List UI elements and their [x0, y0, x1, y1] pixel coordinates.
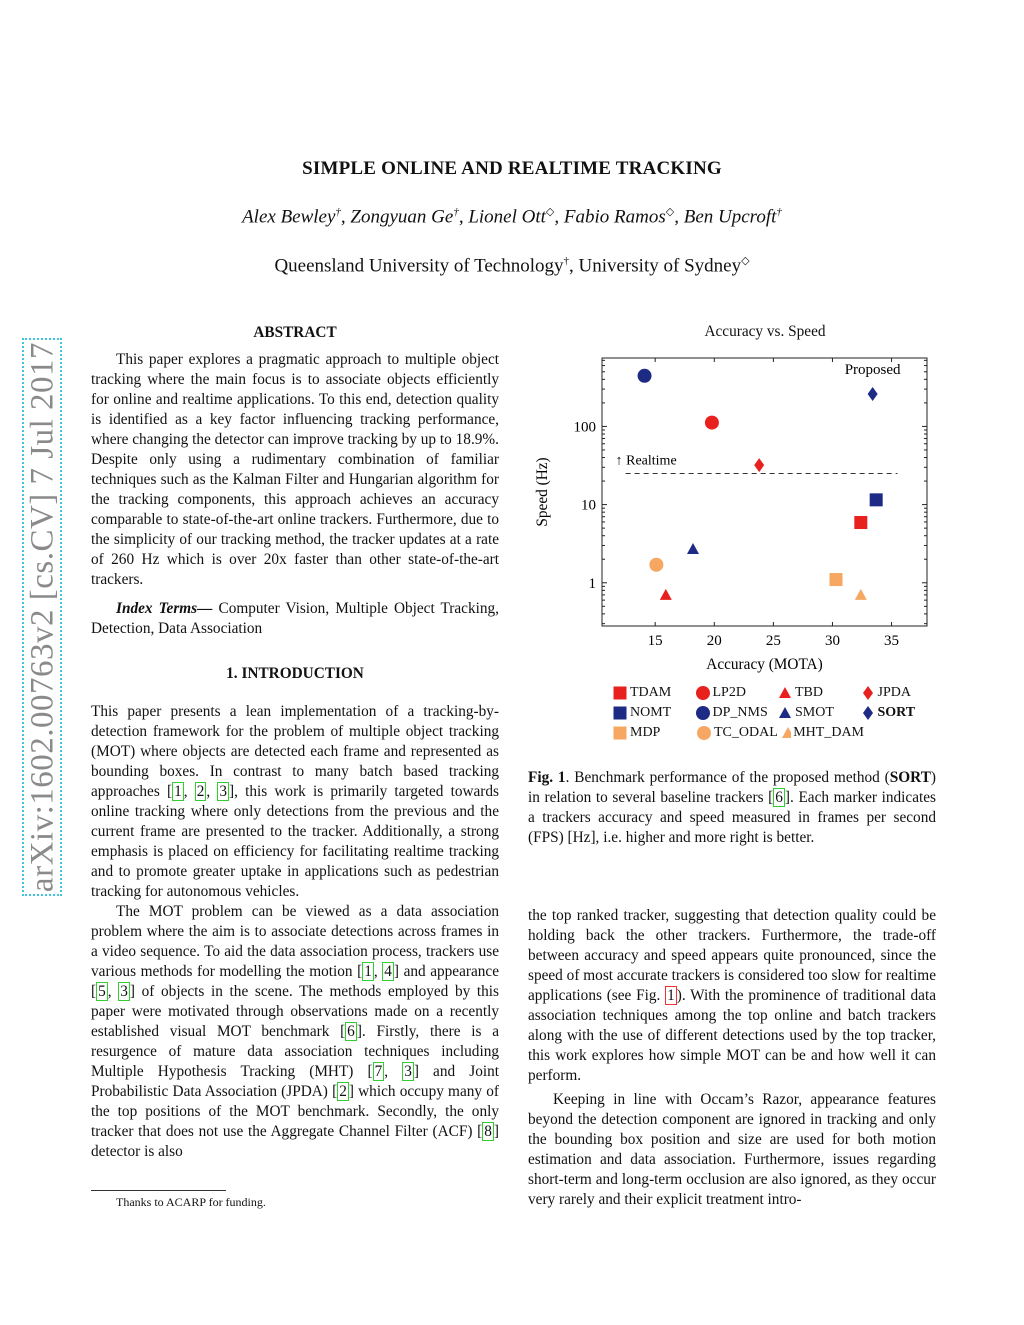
legend-marker — [695, 705, 711, 721]
author-list: Alex Bewley†, Zongyuan Ge†, Lionel Ott◇, Fabio Ramos◇, Ben Upcroft† — [242, 206, 782, 228]
data-point-lp2d — [705, 416, 719, 430]
x-tick-label: 35 — [884, 633, 900, 649]
legend-label: JPDA — [877, 685, 911, 700]
legend-item — [780, 725, 864, 741]
figure-link[interactable]: 1 — [667, 987, 675, 1004]
legend-row — [612, 703, 942, 723]
legend-item — [695, 685, 778, 701]
data-point-jpda — [754, 458, 764, 472]
legend-label: NOMT — [630, 705, 672, 720]
legend-marker-shape — [782, 727, 791, 738]
legend-marker — [612, 705, 628, 721]
accuracy-vs-speed-chart — [525, 345, 945, 680]
legend-label: SMOT — [795, 705, 834, 720]
author-name-mark: ◇ — [665, 206, 675, 218]
index-terms-label: Index Terms— — [116, 600, 213, 617]
legend-label: MHT_DAM — [793, 725, 864, 740]
legend-marker — [695, 685, 711, 701]
legend-item — [696, 725, 780, 741]
affiliation-name-mark: † — [563, 255, 570, 267]
citation-link[interactable]: 1 — [364, 963, 372, 980]
data-point-tc-odal — [649, 558, 663, 572]
author-name-mark: † — [453, 206, 459, 218]
legend-marker-shape — [779, 707, 791, 718]
legend-row — [612, 683, 942, 703]
citation-link[interactable]: 6 — [347, 1023, 355, 1040]
affiliation-name: Queensland University of Technology — [274, 255, 564, 277]
legend-marker-shape — [614, 727, 627, 740]
citation-link[interactable]: 3 — [404, 1063, 412, 1080]
author-name: Fabio Ramos — [563, 206, 666, 228]
index-terms — [91, 599, 499, 639]
citation-link[interactable]: 3 — [120, 983, 128, 1000]
legend-item — [860, 685, 943, 701]
realtime-label: ↑ Realtime — [615, 453, 677, 469]
figure-caption-text: . Benchmark performance of the proposed method (SORT) in relation to several baseline trackers [ 6 ]. Each marker indicates a trackers accuracy and speed measured in frames per second (FPS) [Hz], i.e. higher and more right is better. — [528, 769, 937, 846]
legend-marker-shape — [697, 726, 711, 740]
data-point-mht-dam — [855, 589, 867, 600]
legend-marker-shape — [614, 707, 627, 720]
right-column — [528, 906, 936, 1210]
right-paragraph-2: Keeping in line with Occam’s Razor, appearance features beyond the detection component are ignored in tracking and only the bounding box position and size are used for both motion estimation and data association. Furthermore, issues regarding short-term and long-term occlusion are also ignored, as they occur very rarely and their explicit treatment intro- — [528, 1091, 936, 1208]
data-point-tdam — [854, 516, 867, 529]
right-paragraph-1: the top ranked tracker, suggesting that detection quality could be holding back the other trackers. Furthermore, the trade-off between accuracy and speed appears quite pronounced, since the speed of most accurate trackers is considered too slow for realtime applications (see Fig. 1 ). With the prominence of traditional data association techniques among the top online and batch trackers along with the use of different detections used by the top tracker, this work explores how simple MOT can be and how well it can perform. — [528, 907, 936, 1084]
plot-frame — [602, 358, 927, 626]
figure-caption — [528, 768, 936, 848]
citation-link[interactable]: 4 — [384, 963, 392, 980]
x-tick-label: 20 — [706, 633, 722, 649]
affiliation-name-mark: ◇ — [741, 255, 750, 267]
legend-marker — [612, 725, 628, 741]
legend-marker-shape — [696, 706, 710, 720]
data-point-tbd — [660, 589, 672, 600]
figure-label: Fig. 1 — [528, 769, 566, 786]
legend-item — [612, 705, 695, 721]
legend-item — [777, 705, 860, 721]
legend-label: DP_NMS — [712, 705, 768, 720]
legend-marker-shape — [863, 686, 873, 700]
author-name: Zongyuan Ge — [350, 206, 454, 228]
legend-marker — [777, 705, 793, 721]
affiliations: Queensland University of Technology†, University of Sydney◇ — [274, 255, 750, 277]
author-name-mark: ◇ — [545, 206, 555, 218]
citation-link[interactable]: 8 — [484, 1123, 492, 1140]
data-point-smot — [687, 543, 699, 554]
legend-label: TC_ODAL — [714, 725, 778, 740]
citation-link[interactable]: 7 — [374, 1063, 383, 1080]
affiliation-name: University of Sydney — [578, 255, 742, 277]
data-point-nomt — [870, 493, 883, 506]
abstract-text: This paper explores a pragmatic approach to multiple object tracking where the main focus is to associate objects efficiently for online and realtime applications. To this end, detection quality is identified as a key factor influencing tracking performance, where changing the detector can improve tracking by up to 18.9%. Despite only using a rudimentary combination of familiar techniques such as the Kalman Filter and Hungarian algorithm for the tracking components, this approach achieves an accuracy comparable to state-of-the-art online trackers. Furthermore, due to the simplicity of our tracking method, the tracker updates at a rate of 260 Hz which is over 20x faster than other state-of-the-art trackers. — [91, 351, 499, 588]
paper-title: SIMPLE ONLINE AND REALTIME TRACKING — [302, 158, 722, 179]
legend-label: MDP — [630, 725, 661, 740]
author-name: Ben Upcroft — [683, 206, 777, 228]
citation-link[interactable]: 2 — [196, 783, 205, 800]
author-name-mark: † — [335, 206, 341, 218]
legend-item — [860, 705, 943, 721]
y-axis-label: Speed (Hz) — [534, 457, 551, 527]
citation-link[interactable]: 6 — [775, 789, 783, 806]
x-tick-label: 30 — [824, 633, 840, 649]
x-axis-label: Accuracy (MOTA) — [706, 656, 823, 673]
legend-label: TDAM — [630, 685, 672, 700]
legend-marker-shape — [863, 706, 873, 720]
arxiv-stamp — [22, 338, 66, 898]
legend-marker — [777, 685, 793, 701]
abstract-heading: ABSTRACT — [253, 324, 337, 341]
legend-item — [777, 685, 860, 701]
author-name: Alex Bewley — [242, 206, 336, 228]
x-tick-label: 25 — [765, 633, 781, 649]
citation-link[interactable]: 5 — [98, 983, 106, 1000]
footnote-rule — [91, 1190, 226, 1191]
author-name: Lionel Ott — [468, 206, 546, 228]
intro-paragraph-1: This paper presents a lean implementation of a tracking-by-detection framework for the problem of multiple object tracking (MOT) where objects are detected each frame and represented as bounding boxes. In contrast to many batch based tracking approaches [ 1 , 2 , 3 ], this work is primarily targeted towards online tracking where only detections from the previous and the current frame are presented to the tracker. Additionally, a strong emphasis is placed on efficiency for facilitating realtime tracking and to promote greater uptake in applications such as pedestrian tracking for autonomous vehicles. — [91, 703, 500, 900]
index-terms-text: Computer Vision, Multiple Object Tracking, Detection, Data Association — [91, 600, 499, 637]
x-tick-label: 15 — [647, 633, 663, 649]
legend-marker — [860, 705, 876, 721]
legend-label: SORT — [877, 705, 916, 720]
chart-legend — [612, 683, 942, 743]
legend-item — [695, 705, 778, 721]
data-point-sort — [868, 387, 878, 401]
citation-link[interactable]: 3 — [219, 783, 228, 800]
y-tick-label: 1 — [588, 575, 596, 592]
author-name-mark: † — [776, 206, 782, 218]
intro-paragraph-2: The MOT problem can be viewed as a data association problem where the aim is to associate detections across frames in a video sequence. To aid the data association process, trackers use various methods for modelling the motion [ 1 , 4 ] and appearance [ 5 , 3 ] of objects in the scene. The methods employed by this paper were motivated through observations made on a recently established visual MOT benchmark [ 6 ]. Firstly, there is a resurgence of mature data association techniques including Multiple Hypothesis Tracking (MHT) [ 7 , 3 ] and Joint Probabilistic Data Association (JPDA) [ 2 ] which occupy many of the top positions of the MOT benchmark. Secondly, the only tracker that does not use the Aggregate Channel Filter (ACF) [ 8 ] detector is also — [91, 903, 499, 1160]
legend-marker — [780, 725, 791, 741]
citation-link[interactable]: 2 — [339, 1083, 347, 1100]
legend-row — [612, 723, 942, 743]
legend-marker — [860, 685, 876, 701]
y-tick-label: 10 — [581, 497, 596, 514]
proposed-annotation: Proposed — [844, 361, 901, 378]
legend-label: TBD — [795, 685, 823, 700]
left-column — [91, 323, 499, 1162]
legend-marker — [612, 685, 628, 701]
citation-link[interactable]: 1 — [174, 783, 182, 800]
introduction-heading: 1. INTRODUCTION — [226, 665, 364, 682]
legend-marker-shape — [779, 687, 791, 698]
legend-marker-shape — [614, 687, 627, 700]
data-point-mdp — [830, 573, 843, 586]
legend-marker-shape — [696, 686, 710, 700]
y-tick-label: 100 — [573, 419, 596, 436]
data-point-dp-nms — [638, 369, 652, 383]
legend-marker — [696, 725, 712, 741]
bold-text: SORT — [889, 769, 931, 786]
footnote: Thanks to ACARP for funding. — [116, 1195, 266, 1209]
legend-item — [612, 685, 695, 701]
legend-item — [612, 725, 696, 741]
legend-label: LP2D — [712, 685, 746, 700]
arxiv-stamp-text: arXiv:1602.00763v2 [cs.CV] 7 Jul 2017 — [24, 341, 61, 893]
chart-title: Accuracy vs. Speed — [704, 323, 826, 340]
